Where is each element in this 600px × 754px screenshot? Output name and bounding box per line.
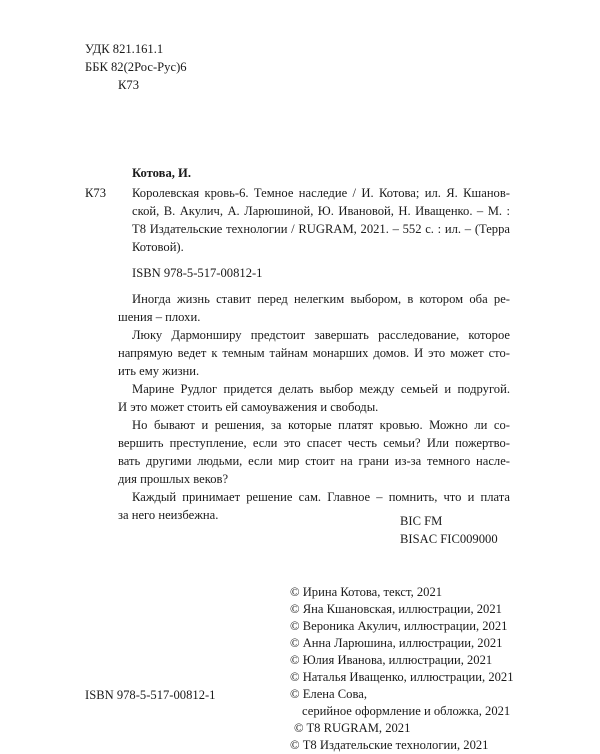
copyright-line: © T8 RUGRAM, 2021 — [294, 721, 411, 735]
annotation-paragraph — [118, 380, 510, 416]
udk-code: УДК 821.161.1 — [85, 42, 164, 56]
bibliographic-description — [132, 184, 510, 256]
isbn-record: ISBN 978-5-517-00812-1 — [132, 266, 263, 280]
bisac-code: BISAC FIC009000 — [400, 532, 498, 546]
bib-line: Королевская кровь-6. Темное наследие / И. Котова; ил. Я. Кшанов- — [132, 186, 510, 200]
annotation-line: И это может стоить ей самоуважения и свободы. — [118, 400, 379, 414]
annotation-line: за него неизбежна. — [118, 508, 219, 522]
bib-line: Котовой). — [132, 240, 184, 254]
copyright-line: © Наталья Иващенко, иллюстрации, 2021 — [290, 670, 514, 684]
margin-author-mark: К73 — [85, 186, 106, 200]
annotation-line: Иногда жизнь ставит перед нелегким выбором, в котором оба ре- — [132, 292, 510, 306]
copyright-line: © Анна Ларюшина, иллюстрации, 2021 — [290, 636, 503, 650]
annotation-paragraph — [118, 290, 510, 326]
copyright-line: © Ирина Котова, текст, 2021 — [290, 585, 443, 599]
annotation-line: дия прошлых веков? — [118, 472, 229, 486]
annotation-paragraph — [118, 416, 510, 488]
annotation-line: напрямую ведет к темным тайнам монарших домов. И это может сто- — [118, 346, 510, 360]
copyright-list — [290, 584, 514, 754]
annotation-line: шения – плохи. — [118, 310, 201, 324]
copyright-line: © Вероника Акулич, иллюстрации, 2021 — [290, 619, 508, 633]
annotation-line: Каждый принимает решение сам. Главное – помнить, что и плата — [132, 490, 510, 504]
annotation-paragraph — [118, 326, 510, 380]
copyright-line: © Елена Сова, — [290, 687, 367, 701]
bib-line: Т8 Издательские технологии / RUGRAM, 2021. – 552 с. : ил. – (Терра — [132, 222, 510, 236]
bib-line: ской, В. Акулич, А. Ларюшиной, Ю. Ивановой, Н. Иващенко. – М. : — [132, 204, 510, 218]
annotation-line: Люку Дармонширу предстоит завершать расследование, которое — [132, 328, 510, 342]
copyright-line: © Т8 Издательские технологии, 2021 — [290, 738, 489, 752]
author-heading: Котова, И. — [132, 166, 191, 180]
annotation — [118, 290, 510, 524]
footer-isbn: ISBN 978-5-517-00812-1 — [85, 688, 216, 702]
bic-code: BIC FM — [400, 514, 443, 528]
annotation-line: Но бывают и решения, за которые платят кровью. Можно ли со- — [132, 418, 510, 432]
copyright-line: серийное оформление и обложка, 2021 — [302, 704, 511, 718]
bbk-code: ББК 82(2Рос-Рус)6 — [85, 60, 187, 74]
annotation-line: вершить преступление, если это спасет честь семьи? Или пожертво- — [118, 436, 510, 450]
annotation-line: Марине Рудлог придется делать выбор между семьей и подругой. — [132, 382, 510, 396]
annotation-paragraph — [118, 488, 510, 524]
copyright-line: © Юлия Иванова, иллюстрации, 2021 — [290, 653, 493, 667]
author-mark: К73 — [118, 78, 139, 92]
annotation-line: вать другими людьми, если мир стоит на грани из-за темного насле- — [118, 454, 510, 468]
copyright-line: © Яна Кшановская, иллюстрации, 2021 — [290, 602, 502, 616]
annotation-line: ить ему жизни. — [118, 364, 200, 378]
